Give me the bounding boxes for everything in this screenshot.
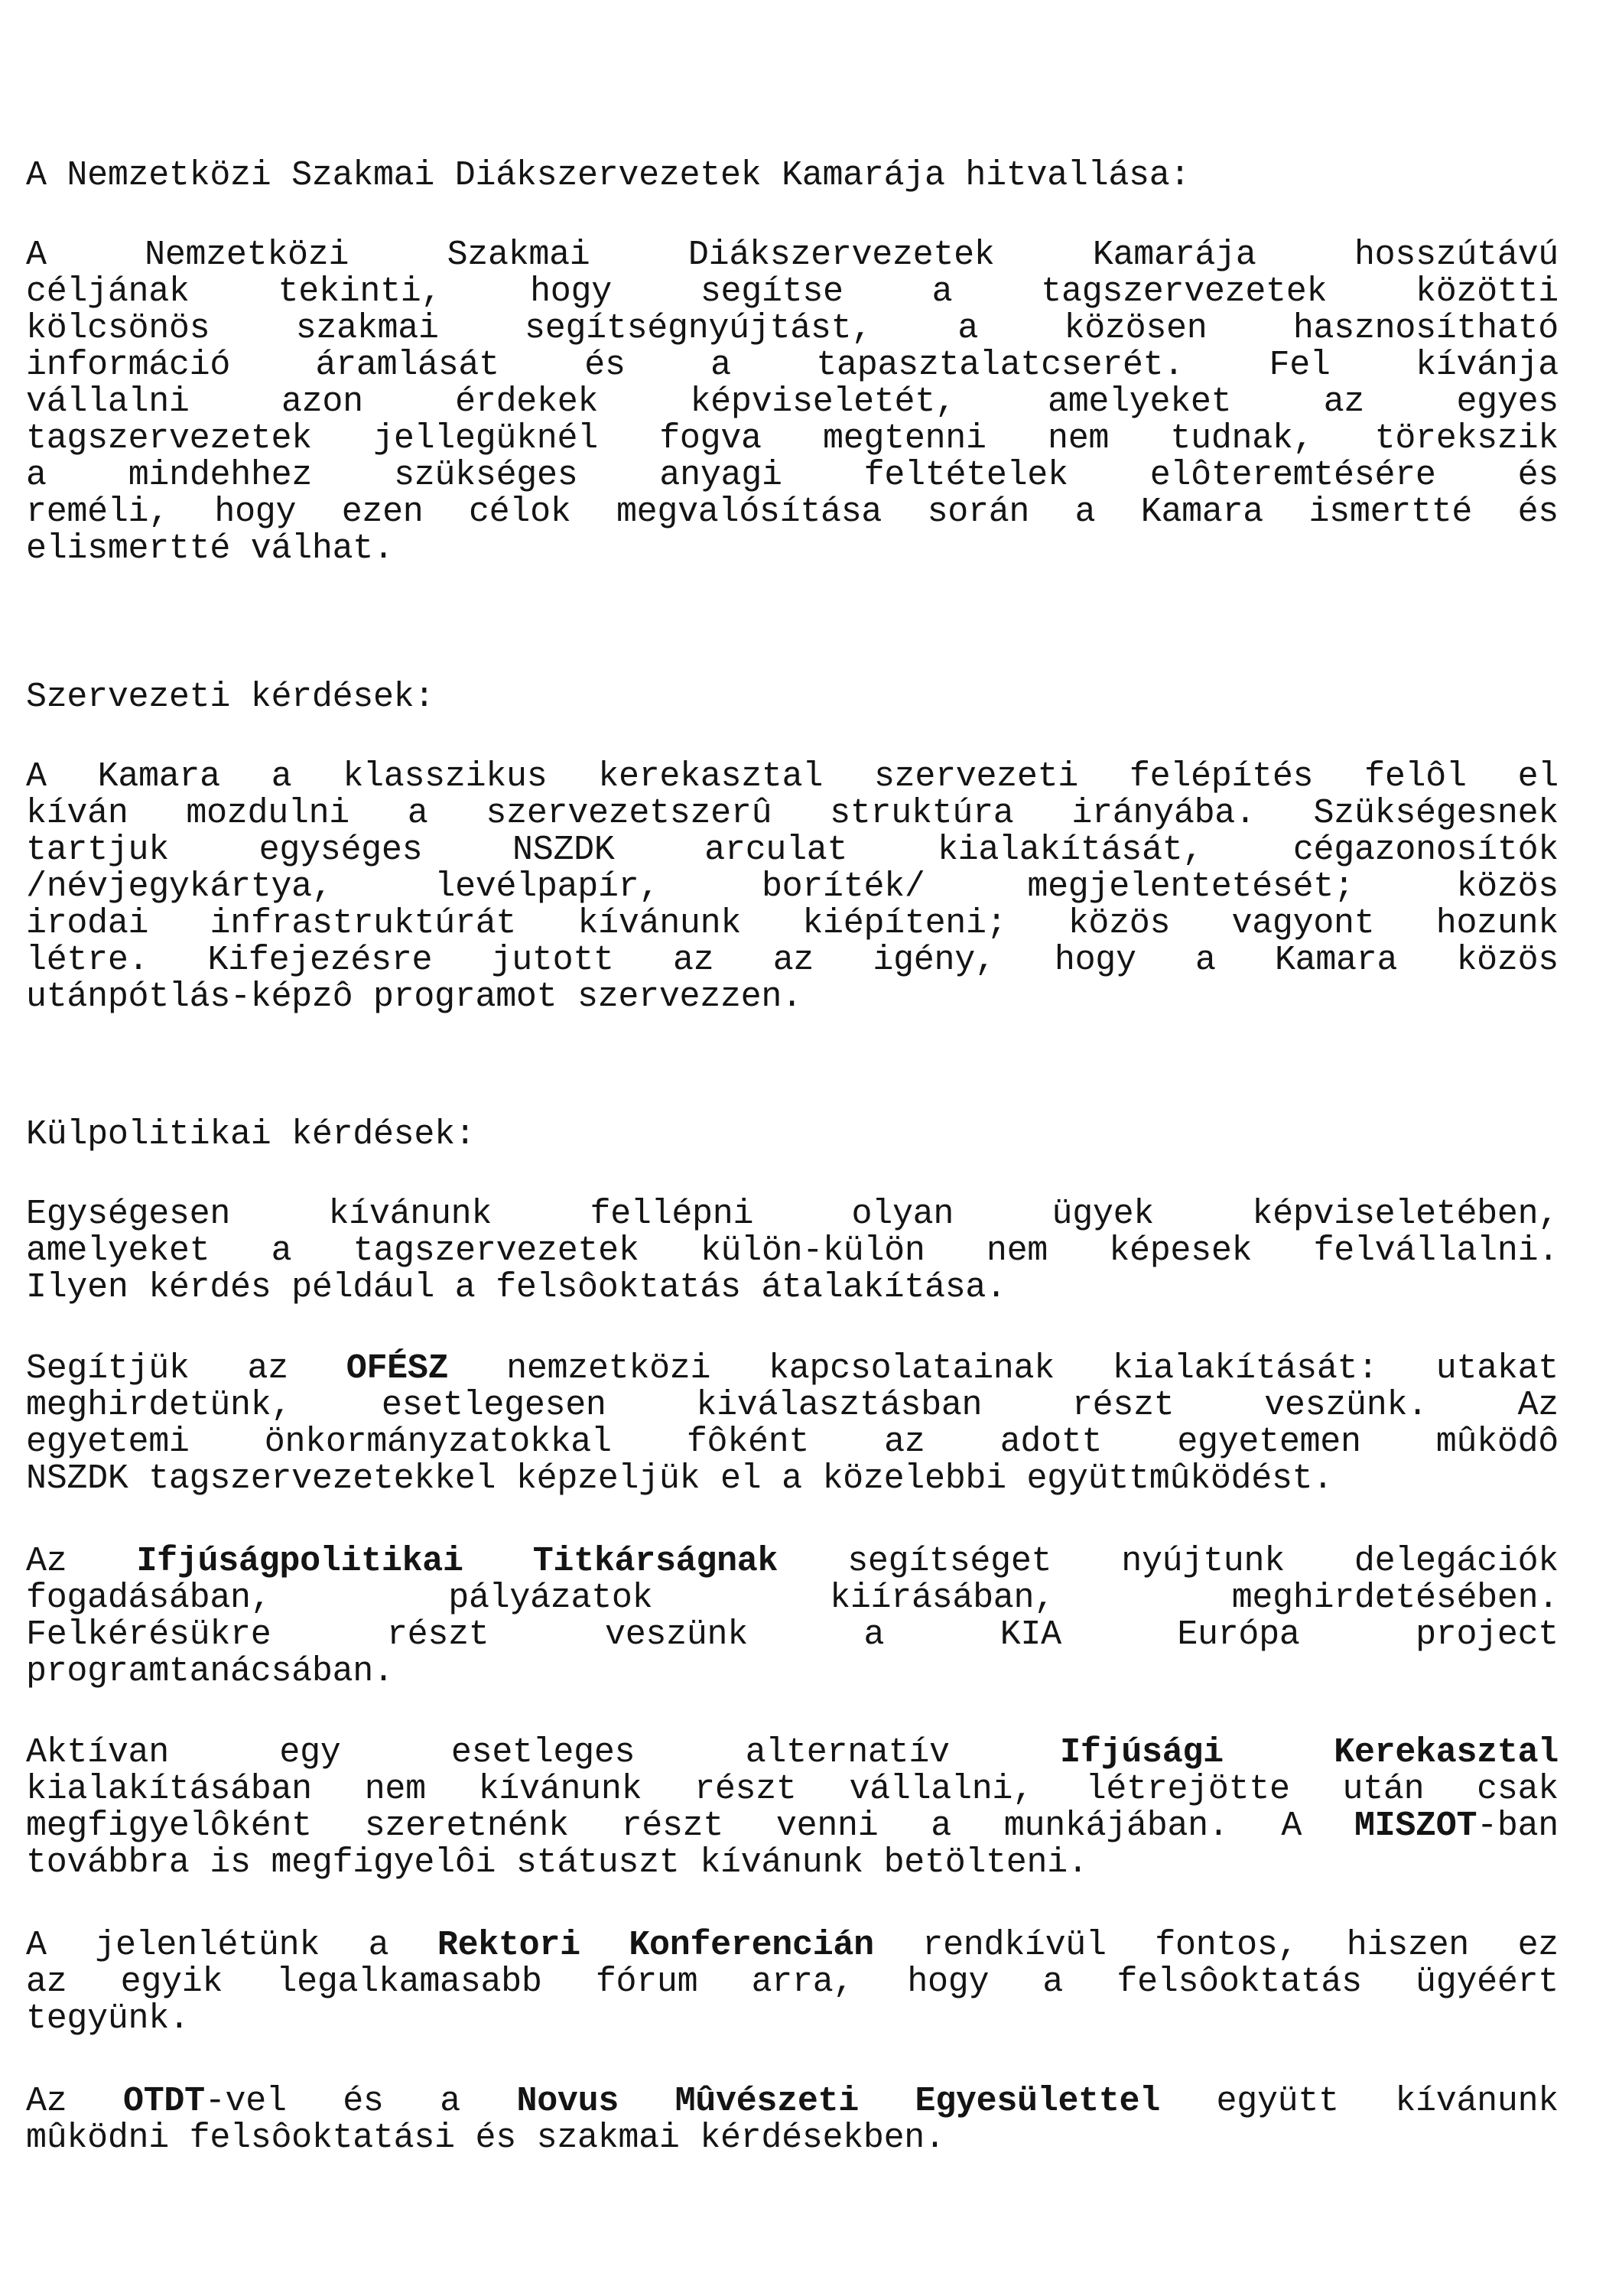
foreign-p3-line: fogadásában, pályázatok kiírásában, meghirdetésében. — [26, 1579, 1559, 1618]
org-name: Rektori Konferencián — [437, 1926, 874, 1965]
foreign-p5-line: az egyik legalkamasabb fórum arra, hogy a felsôoktatás ügyéért — [26, 1963, 1559, 2002]
foreign-p4-line: megfigyelôként szeretnénk részt venni a munkájában. A MISZOT-ban — [26, 1807, 1559, 1846]
intro-line: információ áramlását és a tapasztalatcserét. Fel kívánja — [26, 346, 1559, 385]
foreign-p6-line: Az OTDT-vel és a Novus Mûvészeti Egyesülettel együtt kívánunk — [26, 2082, 1559, 2121]
org-line: tartjuk egységes NSZDK arculat kialakítását, cégazonosítók — [26, 831, 1559, 870]
foreign-p1-line: amelyeket a tagszervezetek külön-külön nem képesek felvállalni. — [26, 1231, 1559, 1270]
foreign-p1-line: Egységesen kívánunk fellépni olyan ügyek képviseletében, — [26, 1195, 1559, 1234]
org-line: utánpótlás-képzô programot szervezzen. — [26, 977, 802, 1016]
org-name: Ifjúsági Kerekasztal — [1060, 1733, 1559, 1772]
foreign-p2-line: NSZDK tagszervezetekkel képzeljük el a közelebbi együttmûködést. — [26, 1459, 1334, 1498]
intro-line: reméli, hogy ezen célok megvalósítása során a Kamara ismertté és — [26, 493, 1559, 532]
foreign-p2-line: egyetemi önkormányzatokkal fôként az adott egyetemen mûködô — [26, 1423, 1559, 1462]
section-heading-foreign: Külpolitikai kérdések: — [26, 1115, 476, 1154]
intro-line: elismertté válhat. — [26, 529, 394, 568]
foreign-p2-line: meghirdetünk, esetlegesen kiválasztásban részt veszünk. Az — [26, 1386, 1559, 1425]
foreign-p2-line: Segítjük az OFÉSZ nemzetközi kapcsolatainak kialakítását: utakat — [26, 1349, 1559, 1388]
org-name: Ifjúságpolitikai Titkárságnak — [136, 1542, 778, 1581]
intro-line: tagszervezetek jellegüknél fogva megtenni nem tudnak, törekszik — [26, 419, 1559, 458]
intro-line: A Nemzetközi Szakmai Diákszervezetek Kamarája hosszútávú — [26, 236, 1559, 275]
org-line: létre. Kifejezésre jutott az az igény, hogy a Kamara közös — [26, 941, 1559, 980]
intro-line: kölcsönös szakmai segítségnyújtást, a közösen hasznosítható — [26, 309, 1559, 348]
intro-line: vállalni azon érdekek képviseletét, amelyeket az egyes — [26, 382, 1559, 421]
org-line: irodai infrastruktúrát kívánunk kiépíteni; közös vagyont hozunk — [26, 904, 1559, 943]
foreign-p5-line: tegyünk. — [26, 1999, 190, 2038]
org-line: A Kamara a klasszikus kerekasztal szervezeti felépítés felôl el — [26, 757, 1559, 796]
foreign-p3-line: Felkérésükre részt veszünk a KIA Európa project — [26, 1615, 1559, 1654]
org-name: Novus Mûvészeti Egyesülettel — [516, 2082, 1160, 2121]
foreign-p6-line: mûködni felsôoktatási és szakmai kérdésekben. — [26, 2119, 945, 2158]
foreign-p1-line: Ilyen kérdés például a felsôoktatás átalakítása. — [26, 1268, 1006, 1307]
org-name: OFÉSZ — [346, 1349, 449, 1388]
org-name: MISZOT — [1354, 1807, 1477, 1846]
org-name: OTDT — [123, 2082, 205, 2121]
foreign-p4-line: kialakításában nem kívánunk részt vállalni, létrejötte után csak — [26, 1770, 1559, 1809]
foreign-p5-line: A jelenlétünk a Rektori Konferencián rendkívül fontos, hiszen ez — [26, 1926, 1559, 1965]
org-line: /névjegykártya, levélpapír, boríték/ megjelentetését; közös — [26, 867, 1559, 906]
section-heading-org: Szervezeti kérdések: — [26, 678, 435, 717]
foreign-p3-line: Az Ifjúságpolitikai Titkárságnak segítséget nyújtunk delegációk — [26, 1542, 1559, 1581]
foreign-p3-line: programtanácsában. — [26, 1652, 394, 1691]
foreign-p4-line: Aktívan egy esetleges alternatív Ifjúsági Kerekasztal — [26, 1733, 1559, 1772]
intro-line: a mindehhez szükséges anyagi feltételek elôteremtésére és — [26, 456, 1559, 495]
org-line: kíván mozdulni a szervezetszerû struktúra irányába. Szükségesnek — [26, 794, 1559, 833]
document-title: A Nemzetközi Szakmai Diákszervezetek Kamarája hitvallása: — [26, 156, 1191, 195]
intro-line: céljának tekinti, hogy segítse a tagszervezetek közötti — [26, 272, 1559, 311]
foreign-p4-line: továbbra is megfigyelôi státuszt kívánunk betölteni. — [26, 1843, 1088, 1882]
